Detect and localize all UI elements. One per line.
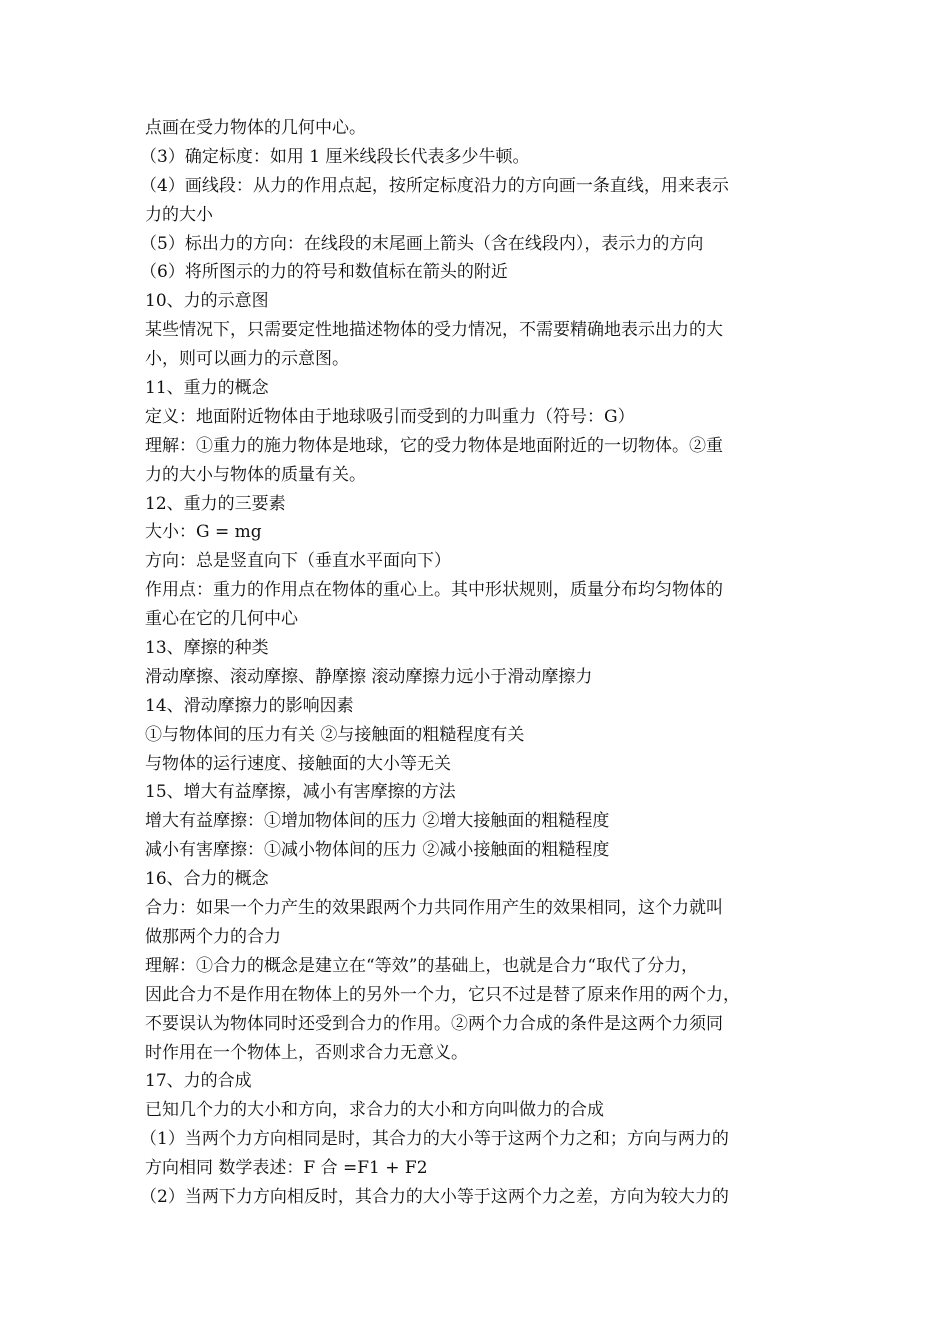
text-line: （4）画线段：从力的作用点起，按所定标度沿力的方向画一条直线，用来表示 (140, 175, 729, 196)
text-line: （1）当两个力方向相同是时，其合力的大小等于这两个力之和；方向与两力的 (140, 1129, 729, 1150)
section-heading: 15、增大有益摩擦，减小有害摩擦的方法 (145, 782, 456, 803)
text-line: 增大有益摩擦：①增加物体间的压力 ②增大接触面的粗糙程度 (145, 811, 610, 832)
text-line: 滑动摩擦、滚动摩擦、静摩擦 滚动摩擦力远小于滑动摩擦力 (145, 666, 593, 687)
section-heading: 16、合力的概念 (145, 869, 269, 890)
text-line: （3）确定标度：如用 1 厘米线段长代表多少牛顿。 (140, 146, 530, 167)
text-line: 力的大小与物体的质量有关。 (145, 464, 366, 485)
text-line: 理解：①合力的概念是建立在“等效”的基础上，也就是合力“取代了分力， (145, 955, 699, 976)
text-line: 方向：总是竖直向下（垂直水平面向下） (145, 551, 451, 572)
section-heading: 17、力的合成 (145, 1071, 252, 1092)
text-line: 做那两个力的合力 (145, 926, 281, 947)
section-heading: 13、摩擦的种类 (145, 638, 269, 659)
text-line: （6）将所图示的力的符号和数值标在箭头的附近 (140, 262, 508, 283)
section-heading: 11、重力的概念 (145, 378, 269, 399)
text-line: 大小：G = mg (145, 522, 262, 543)
text-line: 因此合力不是作用在物体上的另外一个力，它只不过是替了原来作用的两个力， (145, 984, 740, 1005)
text-line: （2）当两下力方向相反时，其合力的大小等于这两个力之差，方向为较大力的 (140, 1186, 729, 1207)
section-heading: 10、力的示意图 (145, 291, 269, 312)
section-heading: 12、重力的三要素 (145, 493, 286, 514)
text-line: 理解：①重力的施力物体是地球，它的受力物体是地面附近的一切物体。②重 (145, 435, 723, 456)
text-line: 小，则可以画力的示意图。 (145, 349, 349, 370)
text-line: 不要误认为物体同时还受到合力的作用。②两个力合成的条件是这两个力须同 (145, 1013, 723, 1034)
text-line: 已知几个力的大小和方向，求合力的大小和方向叫做力的合成 (145, 1100, 604, 1121)
text-line: 方向相同 数学表述：F 合 =F1 + F2 (145, 1158, 428, 1179)
text-line: 合力：如果一个力产生的效果跟两个力共同作用产生的效果相同，这个力就叫 (145, 898, 723, 919)
text-line: 定义：地面附近物体由于地球吸引而受到的力叫重力（符号：G） (145, 406, 635, 427)
text-line: 点画在受力物体的几何中心。 (145, 118, 366, 138)
text-line: 力的大小 (145, 204, 213, 225)
section-heading: 14、滑动摩擦力的影响因素 (145, 695, 354, 716)
text-line: （5）标出力的方向：在线段的末尾画上箭头（含在线段内），表示力的方向 (140, 233, 704, 254)
text-line: 时作用在一个物体上，否则求合力无意义。 (145, 1042, 468, 1063)
text-line: 重心在它的几何中心 (145, 609, 298, 630)
text-line: 与物体的运行速度、接触面的大小等无关 (145, 753, 451, 774)
text-line: 减小有害摩擦：①减小物体间的压力 ②减小接触面的粗糙程度 (145, 840, 610, 861)
document-body (140, 114, 813, 1212)
text-line: 作用点：重力的作用点在物体的重心上。其中形状规则，质量分布均匀物体的 (145, 580, 723, 601)
text-line: 某些情况下，只需要定性地描述物体的受力情况，不需要精确地表示出力的大 (145, 320, 723, 341)
text-line: ①与物体间的压力有关 ②与接触面的粗糙程度有关 (145, 724, 525, 745)
